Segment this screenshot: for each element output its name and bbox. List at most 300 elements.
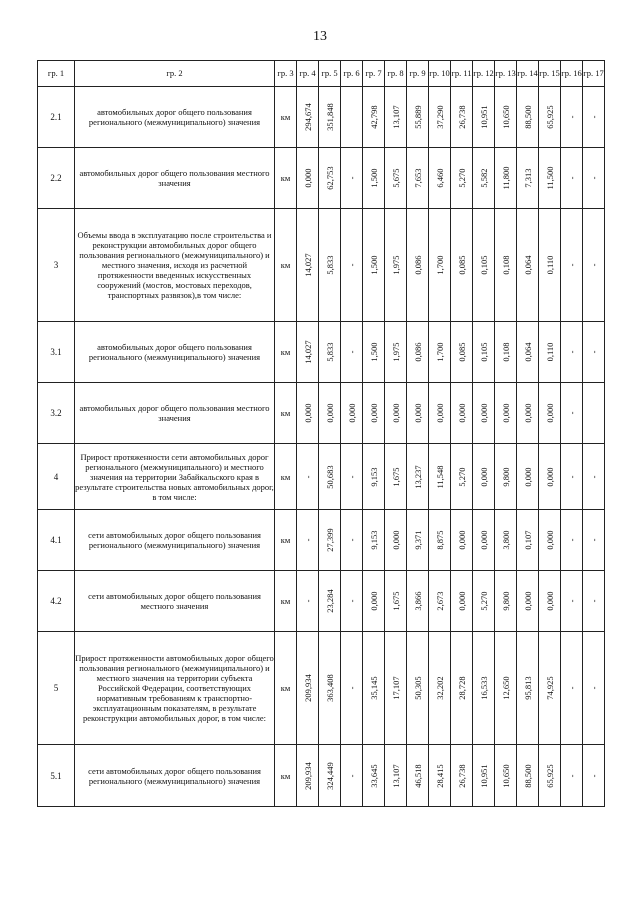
value-cell [407,571,429,632]
value-text: 5,270 [456,168,467,188]
value-text: 0,000 [302,403,313,423]
value-cell [319,148,341,209]
value-text: 2,673 [434,591,445,611]
row-label: сети автомобильных дорог общего пользования регионального (межмуниципального) значения [75,510,275,571]
value-cell [407,209,429,322]
value-cell [341,209,363,322]
value-cell [319,444,341,510]
value-cell [385,209,407,322]
value-cell [429,322,451,383]
value-text: 13,107 [390,763,401,788]
value-text: 14,027 [302,253,313,277]
value-cell [473,322,495,383]
value-cell [407,383,429,444]
value-text: 27,399 [324,528,335,552]
header-row [38,61,605,87]
value-text: - [346,350,357,354]
value-text: 209,934 [302,674,313,702]
value-cell [495,571,517,632]
value-text: 9,800 [500,591,511,611]
unit-cell: км [275,148,297,209]
value-text: 9,800 [500,466,511,487]
value-cell [517,383,539,444]
column-header: гр. 7 [363,61,385,87]
value-cell [429,444,451,510]
table-row [38,209,605,322]
value-cell [561,632,583,745]
value-text: 209,934 [302,761,313,790]
value-text: 0,000 [456,591,467,611]
column-header: гр. 6 [341,61,363,87]
value-cell [539,322,561,383]
value-cell [407,510,429,571]
value-cell [363,87,385,148]
value-text: 33,645 [368,763,379,788]
value-text: 0,086 [412,255,423,275]
value-text: 0,110 [544,342,555,362]
value-cell [385,322,407,383]
value-text: 0,000 [522,466,533,487]
column-header: гр. 17 [583,61,605,87]
value-text: 0,000 [456,403,467,423]
value-text: 28,415 [434,763,445,788]
table-row [38,322,605,383]
column-header: гр. 3 [275,61,297,87]
row-label: Прирост протяженности сети автомобильных дорог регионального (межмуниципального) и местного значения на территории Забайкальского края в результате строительства новых автомобильных дорог, в том числе: [75,444,275,510]
value-cell [583,148,605,209]
value-text: 14,027 [302,340,313,364]
value-cell [297,745,319,807]
value-cell [583,571,605,632]
value-cell [319,322,341,383]
column-header: гр. 12 [473,61,495,87]
value-text: 351,848 [324,103,335,131]
value-cell [561,510,583,571]
value-text: 10,951 [478,763,489,788]
row-label: сети автомобильных дорог общего пользования регионального (межмуниципального) значения [75,745,275,807]
value-text: 17,107 [390,676,401,700]
value-cell [297,632,319,745]
value-cell [429,632,451,745]
value-text: 46,518 [412,763,423,788]
value-text: - [588,263,599,267]
value-cell [385,510,407,571]
value-text: 0,000 [478,466,489,487]
value-cell [341,571,363,632]
value-cell [495,383,517,444]
value-cell [451,632,473,745]
value-text: 363,408 [324,674,335,702]
table-row [38,87,605,148]
value-text: - [566,115,577,119]
value-cell [473,632,495,745]
value-text: - [566,350,577,354]
value-text: - [588,599,599,603]
value-text: 28,728 [456,676,467,700]
value-text: 65,925 [544,763,555,788]
value-cell [319,632,341,745]
value-cell [495,444,517,510]
row-label: автомобильных дорог общего пользования местного значения [75,148,275,209]
value-text: - [566,263,577,267]
value-text: 0,064 [522,255,533,275]
value-text: 5,582 [478,168,489,188]
value-text: 5,270 [456,466,467,487]
value-text: 294,674 [302,103,313,131]
value-cell [583,322,605,383]
value-cell [363,148,385,209]
value-text: 13,107 [390,105,401,129]
row-number: 4.2 [38,571,75,632]
value-cell [561,322,583,383]
value-cell [363,571,385,632]
row-label: Прирост протяженности автомобильных дорог общего пользования регионального (межмуниципального) и местного значения на территории субъекта Российской Федерации, соответствующих нормативным требованиям к транспортно-эксплуатационным показателям, в результате реконструкции автомобильных дорог, в том числе: [75,632,275,745]
value-cell [473,510,495,571]
unit-cell: км [275,632,297,745]
value-text: 50,305 [412,676,423,700]
value-cell [495,148,517,209]
value-text: - [302,538,313,542]
value-cell [385,148,407,209]
value-text: - [346,686,357,690]
value-cell [517,444,539,510]
value-text: 0,000 [368,403,379,423]
value-cell [297,510,319,571]
column-header: гр. 9 [407,61,429,87]
value-text: 0,000 [544,530,555,550]
value-cell [429,148,451,209]
value-cell [539,632,561,745]
value-text: 5,675 [390,168,401,188]
value-cell [517,322,539,383]
value-cell [363,510,385,571]
value-text: - [346,774,357,777]
row-number: 3.1 [38,322,75,383]
value-cell [561,148,583,209]
value-text: 11,800 [500,166,511,190]
value-cell [297,383,319,444]
value-text: - [566,475,577,478]
unit-cell: км [275,745,297,807]
value-text: 9,153 [368,466,379,487]
value-text: 9,153 [368,530,379,550]
value-cell [319,745,341,807]
table-row [38,632,605,745]
value-cell [539,510,561,571]
value-text: 0,110 [544,255,555,275]
value-cell [319,510,341,571]
value-cell [517,745,539,807]
value-text: 1,500 [368,342,379,362]
column-header: гр. 14 [517,61,539,87]
value-cell [451,148,473,209]
value-cell [429,87,451,148]
row-label: автомобильных дорог общего пользования регионального (межмуниципального) значения [75,322,275,383]
value-cell [385,87,407,148]
value-cell [561,209,583,322]
data-table [37,60,605,807]
value-text: 0,000 [522,403,533,423]
value-text: 1,700 [434,342,445,362]
value-cell [539,383,561,444]
column-header: гр. 1 [38,61,75,87]
page-number: 13 [313,29,327,44]
value-cell [517,632,539,745]
value-cell [297,87,319,148]
value-cell [407,87,429,148]
value-cell [341,148,363,209]
value-cell [561,571,583,632]
column-header: гр. 5 [319,61,341,87]
value-cell [319,209,341,322]
value-text: 88,500 [522,105,533,129]
value-cell [363,322,385,383]
value-cell [517,148,539,209]
value-text: 5,833 [324,255,335,275]
value-text: - [588,538,599,542]
value-cell [385,571,407,632]
value-cell [385,444,407,510]
value-cell [429,571,451,632]
value-text: 11,500 [544,166,555,190]
value-cell [297,571,319,632]
value-text: 1,500 [368,168,379,188]
value-text: - [346,538,357,542]
row-label: сети автомобильных дорог общего пользования местного значения [75,571,275,632]
value-text: 9,371 [412,530,423,550]
row-number: 3 [38,209,75,322]
value-cell [495,87,517,148]
value-cell [451,745,473,807]
value-text: 12,650 [500,676,511,700]
value-cell [561,745,583,807]
value-cell [583,510,605,571]
row-label: автомобильных дорог общего пользования местного значения [75,383,275,444]
value-text: 50,683 [324,464,335,489]
column-header: гр. 15 [539,61,561,87]
table-row [38,148,605,209]
value-cell [539,444,561,510]
value-text: - [346,599,357,603]
table-row [38,510,605,571]
value-cell [341,444,363,510]
row-number: 2.1 [38,87,75,148]
row-number: 4.1 [38,510,75,571]
value-cell [495,745,517,807]
value-cell [451,209,473,322]
value-cell [407,148,429,209]
value-text: 11,548 [434,464,445,489]
value-cell [385,745,407,807]
row-number: 4 [38,444,75,510]
value-text: - [566,538,577,542]
value-text: 0,000 [500,403,511,423]
value-cell [297,322,319,383]
value-cell [319,383,341,444]
value-text: 95,813 [522,676,533,700]
value-text: 1,675 [390,591,401,611]
value-cell [341,745,363,807]
value-text: 0,085 [456,342,467,362]
value-text: 0,105 [478,342,489,362]
value-cell [495,322,517,383]
value-cell [495,510,517,571]
value-cell [363,632,385,745]
value-text: 10,650 [500,763,511,788]
value-text: 1,975 [390,255,401,275]
value-text: 0,000 [456,530,467,550]
value-text: 16,533 [478,676,489,700]
value-cell [385,383,407,444]
value-text: 13,237 [412,464,423,489]
value-cell [341,322,363,383]
value-cell [319,87,341,148]
value-text: 7,313 [522,168,533,188]
value-cell [495,632,517,745]
unit-cell: км [275,322,297,383]
value-cell [451,87,473,148]
value-text: 3,866 [412,591,423,611]
value-text: 5,833 [324,342,335,362]
value-cell [341,383,363,444]
column-header: гр. 2 [75,61,275,87]
value-cell [539,148,561,209]
table-row [38,444,605,510]
value-cell [517,510,539,571]
value-text: 37,290 [434,105,445,129]
value-text: 0,000 [478,530,489,550]
value-text: 26,738 [456,105,467,129]
value-text: - [566,599,577,603]
value-text: 23,284 [324,589,335,613]
value-cell [429,383,451,444]
value-text: 0,085 [456,255,467,275]
value-text: 42,798 [368,105,379,129]
table-row [38,745,605,807]
column-header: гр. 10 [429,61,451,87]
value-cell [583,87,605,148]
value-cell [429,510,451,571]
value-cell [341,87,363,148]
value-cell [407,632,429,745]
value-cell [319,571,341,632]
value-text: 1,700 [434,255,445,275]
value-cell [473,148,495,209]
value-text: 0,086 [412,342,423,362]
value-text: 8,875 [434,530,445,550]
value-text: 62,753 [324,166,335,190]
value-cell [429,209,451,322]
value-cell [539,745,561,807]
value-text: - [588,350,599,354]
value-text: - [566,411,577,415]
value-text: - [588,115,599,119]
value-text: 0,000 [368,591,379,611]
value-text: 0,000 [346,403,357,423]
row-number: 2.2 [38,148,75,209]
value-text: - [566,774,577,777]
value-cell [561,87,583,148]
value-cell [473,87,495,148]
value-cell [583,632,605,745]
column-header: гр. 11 [451,61,473,87]
value-cell [495,209,517,322]
table-row [38,571,605,632]
value-cell [583,745,605,807]
value-text: 0,000 [478,403,489,423]
value-text: 55,889 [412,105,423,129]
row-label: Объемы ввода в эксплуатацию после строительства и реконструкции автомобильных дорог общего пользования регионального (межмуниципального) и местного значения, исходя из расчетной протяженности введенных искусственных сооружений (мостов, мостовых переходов, транспортных развязок),в том числе: [75,209,275,322]
value-cell [473,444,495,510]
value-cell [451,510,473,571]
value-text: 1,500 [368,255,379,275]
row-number: 5.1 [38,745,75,807]
value-cell [561,444,583,510]
value-text: - [302,599,313,603]
value-cell [451,571,473,632]
value-cell [583,383,605,444]
value-text: 0,108 [500,342,511,362]
value-cell [517,571,539,632]
value-cell [473,209,495,322]
value-text: 10,650 [500,105,511,129]
value-cell [429,745,451,807]
value-text: - [588,475,599,478]
value-cell [473,745,495,807]
value-cell [297,148,319,209]
value-cell [539,209,561,322]
value-text: 0,000 [390,530,401,550]
value-cell [539,87,561,148]
value-cell [539,571,561,632]
value-cell [451,383,473,444]
table-row [38,383,605,444]
row-number: 3.2 [38,383,75,444]
column-header: гр. 8 [385,61,407,87]
value-text: 0,000 [412,403,423,423]
value-cell [363,444,385,510]
value-text: 0,000 [434,403,445,423]
value-cell [363,383,385,444]
value-cell [451,444,473,510]
value-text: 0,105 [478,255,489,275]
value-text: 0,000 [544,591,555,611]
value-text: 6,460 [434,168,445,188]
value-text: 0,000 [302,168,313,188]
value-text: 1,975 [390,342,401,362]
value-cell [517,87,539,148]
value-cell [473,383,495,444]
value-text: 0,000 [544,466,555,487]
value-text: - [588,176,599,180]
value-text: 10,951 [478,105,489,129]
value-text: 26,738 [456,763,467,788]
value-text: - [566,686,577,690]
value-cell [407,444,429,510]
column-header: гр. 16 [561,61,583,87]
value-text: 3,800 [500,530,511,550]
value-text: 0,107 [522,530,533,550]
value-text: 88,500 [522,763,533,788]
value-text: 0,000 [544,403,555,423]
value-text: 0,064 [522,342,533,362]
value-text: 0,000 [390,403,401,423]
value-cell [341,632,363,745]
value-cell [385,632,407,745]
value-cell [583,444,605,510]
unit-cell: км [275,444,297,510]
unit-cell: км [275,209,297,322]
